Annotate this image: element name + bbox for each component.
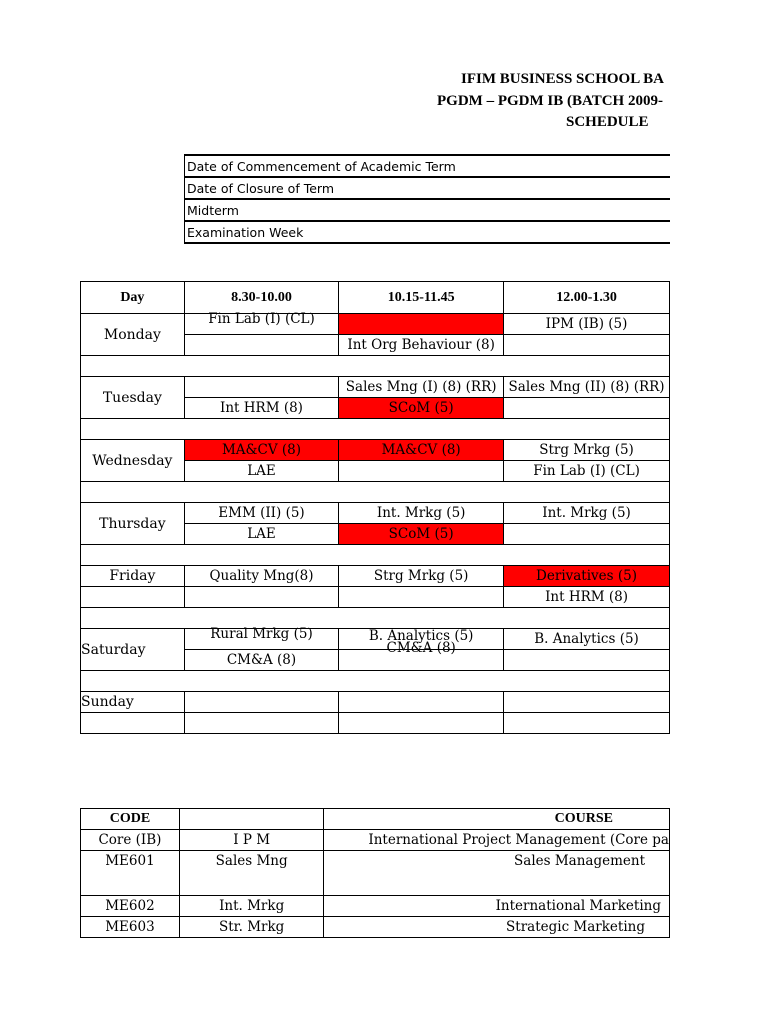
- course-name: International Project Management (Core pa: [324, 830, 670, 851]
- course-row: [81, 851, 670, 896]
- cell-tue-1b: Int HRM (8): [184, 398, 338, 419]
- cell-fri-1b: [184, 587, 338, 608]
- cell-sat-1b: CM&A (8): [184, 650, 338, 671]
- day-tuesday: Tuesday: [81, 377, 185, 419]
- cell-thu-3a: Int. Mrkg (5): [504, 503, 670, 524]
- header-short: [179, 809, 324, 830]
- term-info-table: [184, 154, 670, 244]
- course-short: Sales Mng: [179, 851, 324, 896]
- sunday-row-a: [81, 692, 670, 713]
- course-code: ME603: [81, 917, 180, 938]
- cell-thu-1b: LAE: [184, 524, 338, 545]
- cell-tue-3b: [504, 398, 670, 419]
- gap-row: [81, 608, 670, 629]
- cell-mon-3b: [504, 335, 670, 356]
- day-friday: Friday: [81, 566, 185, 587]
- course-code: ME602: [81, 896, 180, 917]
- cell-tue-3a: Sales Mng (II) (8) (RR): [504, 377, 670, 398]
- course-header-row: [81, 809, 670, 830]
- cell-wed-3a: Strg Mrkg (5): [504, 440, 670, 461]
- day-sunday: Sunday: [81, 692, 185, 713]
- course-short: Int. Mrkg: [179, 896, 324, 917]
- cell-fri-0b: [81, 587, 185, 608]
- gap-row: [81, 419, 670, 440]
- cell-thu-1a: EMM (II) (5): [184, 503, 338, 524]
- course-row: [81, 917, 670, 938]
- cell-sat-1a: Rural Mrkg (5): [184, 629, 338, 650]
- cell-mon-3a: IPM (IB) (5): [504, 314, 670, 335]
- gap-row: [81, 356, 670, 377]
- course-short: I P M: [179, 830, 324, 851]
- header-day: Day: [81, 282, 185, 314]
- cell-wed-2b: [339, 461, 504, 482]
- gap-row: [81, 671, 670, 692]
- course-name: Strategic Marketing: [324, 917, 670, 938]
- cell-tue-1a: [184, 377, 338, 398]
- cell-sun-2b: [339, 713, 504, 734]
- cell-sun-1a: [184, 692, 338, 713]
- school-title: IFIM BUSINESS SCHOOL BA: [461, 71, 664, 87]
- cell-thu-3b: [504, 524, 670, 545]
- cell-sat-3a: B. Analytics (5): [504, 629, 670, 650]
- schedule-table: [80, 281, 670, 734]
- day-saturday: Saturday: [81, 629, 185, 671]
- course-row: [81, 830, 670, 851]
- header-slot-3: 12.00-1.30: [504, 282, 670, 314]
- cell-fri-2b: [339, 587, 504, 608]
- info-closure: Date of Closure of Term: [185, 177, 671, 199]
- cell-fri-2a: Strg Mrkg (5): [339, 566, 504, 587]
- cell-fri-1a: Quality Mng(8): [184, 566, 338, 587]
- header-code: CODE: [81, 809, 180, 830]
- cell-sun-3b: [504, 713, 670, 734]
- schedule-title: SCHEDULE: [566, 114, 649, 130]
- cell-mon-1b: [184, 335, 338, 356]
- course-name: Sales Management: [324, 851, 670, 896]
- cell-fri-3a: Derivatives (5): [504, 566, 670, 587]
- monday-row-a: [81, 314, 670, 335]
- course-code: ME601: [81, 851, 180, 896]
- tuesday-row-a: [81, 377, 670, 398]
- cell-tue-2b: SCoM (5): [339, 398, 504, 419]
- cell-mon-1a: Fin Lab (I) (CL): [184, 314, 338, 335]
- course-row: [81, 896, 670, 917]
- cell-sat-2a-text: B. Analytics (5): [368, 628, 474, 644]
- saturday-row-a: [81, 629, 670, 650]
- day-thursday: Thursday: [81, 503, 185, 545]
- cell-wed-1a: MA&CV (8): [184, 440, 338, 461]
- cell-mon-2a: [339, 314, 504, 335]
- course-table: [80, 808, 670, 938]
- info-midterm: Midterm: [185, 199, 671, 221]
- wednesday-row-a: [81, 440, 670, 461]
- cell-tue-2a: Sales Mng (I) (8) (RR): [339, 377, 504, 398]
- course-short: Str. Mrkg: [179, 917, 324, 938]
- gap-row: [81, 482, 670, 503]
- friday-row-a: [81, 566, 670, 587]
- sunday-row-b: [81, 713, 670, 734]
- course-name: International Marketing: [324, 896, 670, 917]
- cell-sat-2a-overflow: CM&A (8): [386, 640, 456, 656]
- day-monday: Monday: [81, 314, 185, 356]
- info-commencement: Date of Commencement of Academic Term: [185, 155, 671, 177]
- day-wednesday: Wednesday: [81, 440, 185, 482]
- program-title: PGDM – PGDM IB (BATCH 2009-: [437, 93, 663, 109]
- cell-thu-2a: Int. Mrkg (5): [339, 503, 504, 524]
- cell-sun-3a: [504, 692, 670, 713]
- course-code: Core (IB): [81, 830, 180, 851]
- cell-sun-0b: [81, 713, 185, 734]
- info-exam-week: Examination Week: [185, 221, 671, 243]
- friday-row-b: [81, 587, 670, 608]
- header-slot-1: 8.30-10.00: [184, 282, 338, 314]
- schedule-header-row: [81, 282, 670, 314]
- cell-wed-2a: MA&CV (8): [339, 440, 504, 461]
- cell-wed-1b: LAE: [184, 461, 338, 482]
- gap-row: [81, 545, 670, 566]
- cell-sat-3b: [504, 650, 670, 671]
- cell-sun-1b: [184, 713, 338, 734]
- thursday-row-a: [81, 503, 670, 524]
- cell-thu-2b: SCoM (5): [339, 524, 504, 545]
- cell-sun-2a: [339, 692, 504, 713]
- cell-fri-3b: Int HRM (8): [504, 587, 670, 608]
- cell-sat-2a: [339, 628, 504, 656]
- header-course: COURSE: [324, 809, 670, 830]
- header-slot-2: 10.15-11.45: [339, 282, 504, 314]
- cell-mon-2b: Int Org Behaviour (8): [339, 335, 504, 356]
- cell-wed-3b: Fin Lab (I) (CL): [504, 461, 670, 482]
